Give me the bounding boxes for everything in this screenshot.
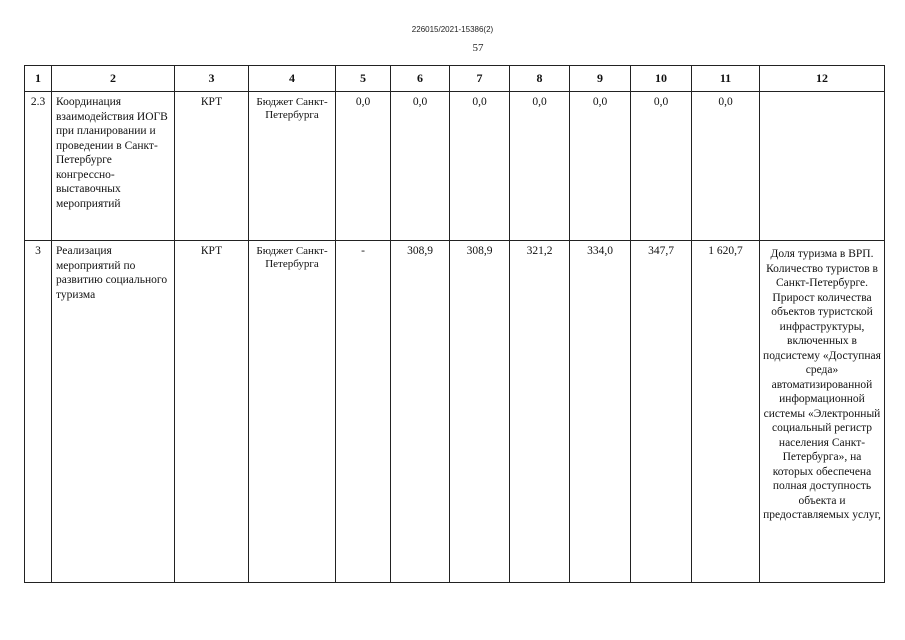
header-col-9: 9 — [570, 66, 631, 92]
value-col-8: 321,2 — [510, 241, 570, 583]
header-col-11: 11 — [692, 66, 760, 92]
header-col-6: 6 — [391, 66, 450, 92]
page-number: 57 — [472, 42, 484, 54]
header-col-10: 10 — [631, 66, 692, 92]
value-col-9: 0,0 — [570, 92, 631, 241]
header-col-2: 2 — [52, 66, 175, 92]
indicator — [760, 92, 885, 241]
table-header-row — [25, 66, 885, 92]
value-col-10: 347,7 — [631, 241, 692, 583]
funding-source: Бюджет Санкт-Петербурга — [249, 241, 336, 583]
header-col-12: 12 — [760, 66, 885, 92]
row-number: 2.3 — [25, 92, 52, 241]
header-col-3: 3 — [175, 66, 249, 92]
value-col-11: 0,0 — [692, 92, 760, 241]
document-registration-number: 226015/2021-15386(2) — [411, 25, 494, 34]
table-row — [25, 241, 885, 583]
header-col-7: 7 — [450, 66, 510, 92]
program-table — [24, 65, 885, 583]
header-col-8: 8 — [510, 66, 570, 92]
value-col-5: 0,0 — [336, 92, 391, 241]
value-col-6: 308,9 — [391, 241, 450, 583]
value-col-5: - — [336, 241, 391, 583]
activity-name: Координация взаимодействия ИОГВ при планировании и проведении в Санкт-Петербурге конгрессно-выставочных мероприятий — [52, 92, 175, 241]
header-col-5: 5 — [336, 66, 391, 92]
activity-name: Реализация мероприятий по развитию социального туризма — [52, 241, 175, 583]
header-col-4: 4 — [249, 66, 336, 92]
table-row — [25, 92, 885, 241]
value-col-10: 0,0 — [631, 92, 692, 241]
executor: КРТ — [175, 92, 249, 241]
value-col-7: 308,9 — [450, 241, 510, 583]
value-col-6: 0,0 — [391, 92, 450, 241]
indicator: Доля туризма в ВРП. Количество туристов в Санкт-Петербурге. Прирост количества объектов туристской инфраструктуры, включенных в подсистему «Доступная среда» автоматизированной информационной системы «Электронный социальный регистр населения Санкт-Петербурга», на которых обеспечена полная доступность объекта и предоставляемых услуг, — [760, 241, 885, 583]
value-col-7: 0,0 — [450, 92, 510, 241]
header-col-1: 1 — [25, 66, 52, 92]
value-col-8: 0,0 — [510, 92, 570, 241]
row-number: 3 — [25, 241, 52, 583]
value-col-11: 1 620,7 — [692, 241, 760, 583]
funding-source: Бюджет Санкт-Петербурга — [249, 92, 336, 241]
value-col-9: 334,0 — [570, 241, 631, 583]
executor: КРТ — [175, 241, 249, 583]
